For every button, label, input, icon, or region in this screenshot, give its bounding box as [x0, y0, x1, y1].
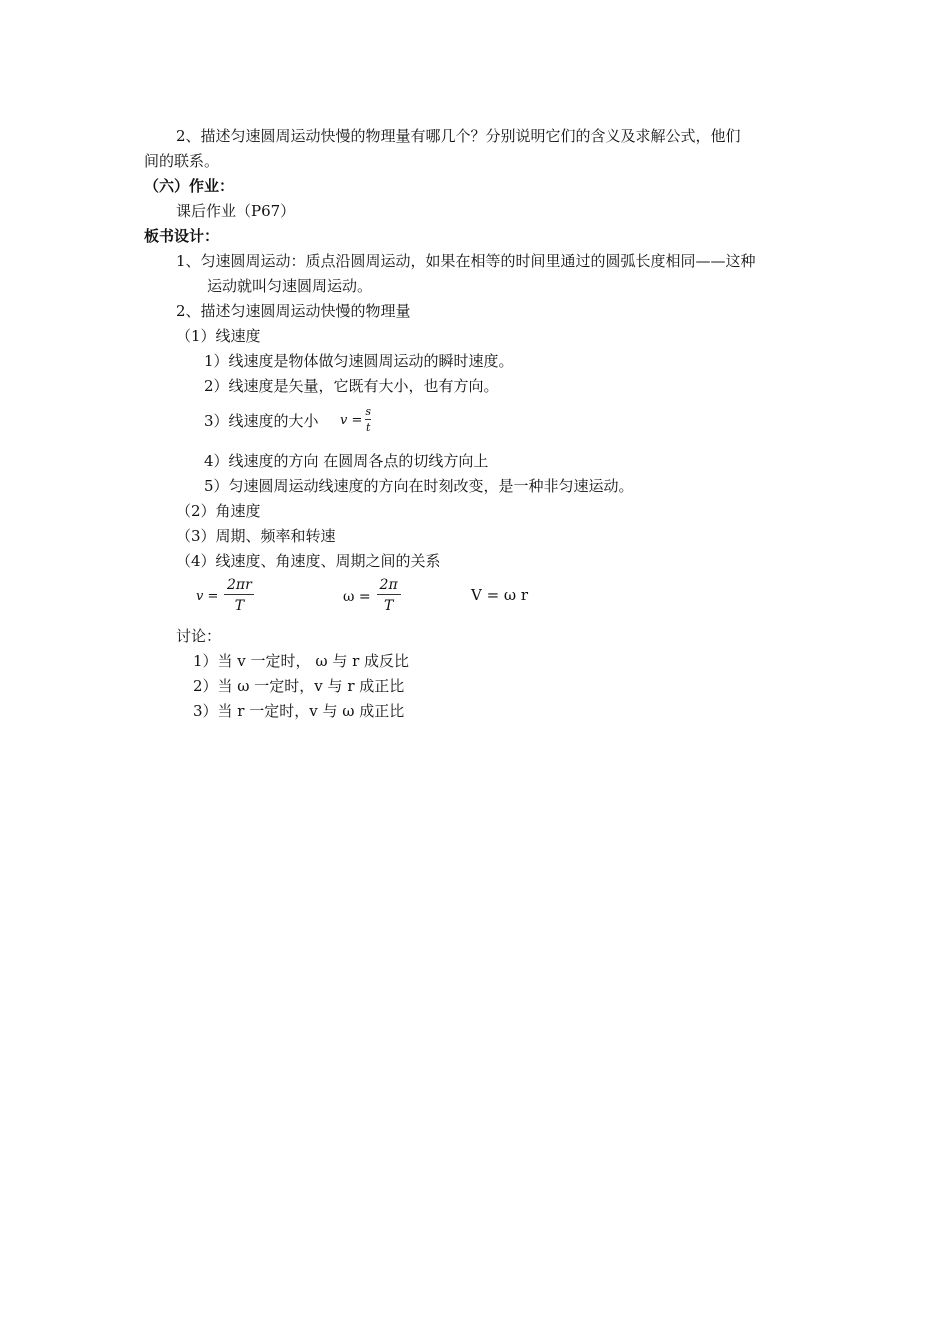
formula-omega-2pi-over-t	[343, 576, 401, 617]
board-heading: 板书设计：	[144, 227, 220, 245]
homework-heading: （六）作业：	[144, 177, 235, 195]
item1-line1: 1、匀速圆周运动：质点沿圆周运动，如果在相等的时间里通过的圆弧长度相同——这种	[176, 252, 756, 270]
formula2-denominator: T	[377, 594, 401, 617]
q2-line2: 间的联系。	[144, 152, 220, 170]
linear-velocity-point-4: 4）线速度的方向 在圆周各点的切线方向上	[204, 452, 489, 470]
section-linear-velocity: （1）线速度	[176, 327, 261, 345]
linear-velocity-point-5: 5）匀速圆周运动线速度的方向在时刻改变，是一种非匀速运动。	[204, 477, 634, 495]
formula2-numerator: 2π	[379, 577, 398, 593]
discussion-heading: 讨论：	[176, 627, 222, 645]
discussion-item-2: 2）当 ω 一定时，v 与 r 成正比	[193, 677, 405, 695]
linear-velocity-point-3: 3）线速度的大小	[204, 412, 319, 430]
discussion-item-1: 1）当 v 一定时， ω 与 r 成反比	[193, 652, 410, 670]
item2: 2、描述匀速圆周运动快慢的物理量	[176, 302, 411, 320]
formula-v-lhs: v =	[340, 413, 363, 428]
formula-v-fraction	[365, 405, 371, 436]
formula-v-numerator: s	[365, 405, 372, 418]
section-period-frequency: （3）周期、频率和转速	[176, 527, 336, 545]
linear-velocity-point-2: 2）线速度是矢量，它既有大小，也有方向。	[204, 377, 499, 395]
q2-line1: 2、描述匀速圆周运动快慢的物理量有哪几个？分别说明它们的含义及求解公式，他们	[176, 127, 741, 145]
formula1-numerator: 2πr	[226, 577, 252, 593]
formula1-fraction	[224, 576, 254, 617]
formula1-denominator: T	[224, 594, 254, 617]
linear-velocity-point-1: 1）线速度是物体做匀速圆周运动的瞬时速度。	[204, 352, 514, 370]
discussion-item-3: 3）当 r 一定时，v 与 ω 成正比	[193, 702, 405, 720]
formula2-fraction	[377, 576, 401, 617]
section-relationships: （4）线速度、角速度、周期之间的关系	[176, 552, 441, 570]
formula-v-omega-r: V = ω r	[471, 586, 529, 604]
homework-text: 课后作业（P67）	[176, 202, 296, 220]
formula-v-s-over-t	[340, 405, 371, 436]
formula2-lhs: ω =	[343, 588, 371, 605]
formula1-lhs: v =	[196, 589, 219, 604]
section-angular-velocity: （2）角速度	[176, 502, 261, 520]
formula-v-denominator: t	[365, 421, 371, 434]
formula-v-2pir-over-t	[196, 576, 254, 617]
item1-line2: 运动就叫匀速圆周运动。	[207, 277, 373, 295]
